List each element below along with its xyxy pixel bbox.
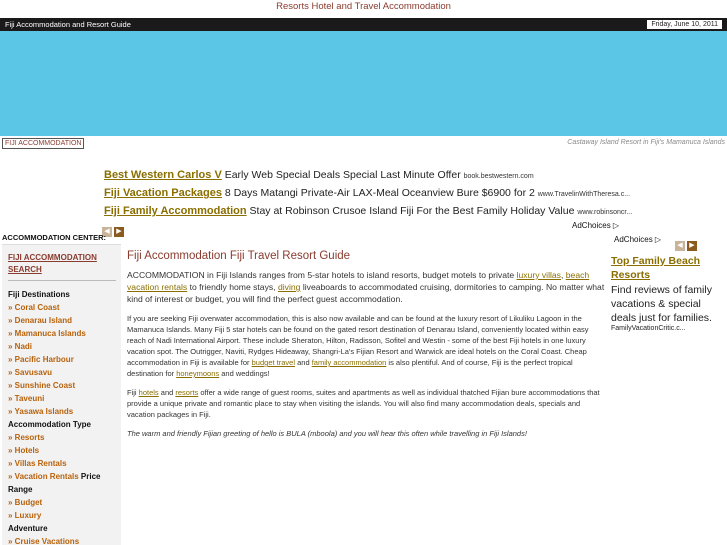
text: ,	[560, 270, 566, 280]
nav-item-label: Hotels	[14, 446, 40, 455]
fiji-accommodation-search-link[interactable]: FIJI ACCOMMODATION SEARCH	[8, 253, 97, 274]
ad-line	[104, 202, 633, 220]
nav-item-denarau-island[interactable]	[8, 314, 120, 327]
nav-item-label: Vacation Rentals	[14, 472, 79, 481]
divider	[8, 280, 116, 281]
nav-item-label: Nadi	[14, 342, 33, 351]
nav-heading: Fiji Destinations	[8, 290, 70, 299]
luxury-villas-link[interactable]: luxury villas	[516, 270, 561, 280]
text: is also plentiful. And of course, Fiji is the perfect tropical destination for	[127, 358, 573, 378]
breadcrumb-fiji-accommodation[interactable]: FIJI ACCOMMODATION	[2, 138, 84, 149]
banner-caption: Castaway Island Resort in Fiji's Mamanuca Islands	[567, 139, 725, 146]
nav-item-label: Villas Rentals	[14, 459, 67, 468]
bullet-icon: »	[8, 407, 15, 416]
nav-item-vacation-rentals[interactable]	[8, 470, 120, 483]
date-label: Friday, June 10, 2011	[647, 20, 722, 29]
right-ad-text: Find reviews of family vacations & special deals just for families.	[611, 284, 712, 324]
nav-item-label: Taveuni	[14, 394, 45, 403]
diving-link[interactable]: diving	[277, 282, 301, 292]
text: and weddings!	[219, 369, 270, 378]
ad-title-link[interactable]: Fiji Vacation Packages	[104, 187, 223, 199]
adchoices-link[interactable]	[572, 221, 619, 230]
ad-links-block	[104, 166, 633, 220]
nav-heading: Adventure	[8, 524, 48, 533]
text: ACCOMMODATION in Fiji Islands ranges from 5-star hotels to island resorts, budget motels to private	[127, 270, 517, 280]
text: liveaboards to accommodated cruising, dormitories to camping. No matter what kind of interest or budget, you will find the perfect guest accommodation.	[127, 282, 605, 304]
bullet-icon: »	[8, 368, 15, 377]
nav-item-savusavu[interactable]	[8, 366, 120, 379]
nav-item-label: Denarau Island	[14, 316, 73, 325]
site-title: Resorts Hotel and Travel Accommodation	[276, 1, 451, 12]
nav-item-villas-rentals[interactable]	[8, 457, 120, 470]
budget-travel-link[interactable]: budget travel	[251, 358, 296, 367]
nav-item-label: Mamanuca Islands	[14, 329, 86, 338]
play-triangle-icon: ▷	[654, 235, 662, 244]
sub-bar	[0, 137, 727, 150]
text: If you are seeking Fiji overwater accommodation, this is also now available and can be found at the luxury resort of Likuliku Lagoon in the Mamanuca Islands. Many Fiji 5 star hotels can be found on the gated resort destination of Denarau Island, conveniently located within easy reach of Nadi International Airport. These include Sheraton, Hilton, Radisson, Sofitel and Westin - some of the best Fiji hotels in one luxury vacation spot. The Outrigger, Naviti, Rydges Hideaway, Shangri-La's Fijian Resort and Warwick are ideal hotels on the Coral Coast. Cheap accommodation in Fiji is available for	[127, 314, 589, 367]
ad-url[interactable]: www.robinsoncr...	[577, 209, 633, 216]
bullet-icon: »	[8, 472, 15, 481]
family-accommodation-link[interactable]: family accommodation	[311, 358, 387, 367]
bullet-icon: »	[8, 355, 15, 364]
ad-text: 8 Days Matangi Private-Air LAX-Meal Oceanview Bure $6900 for 2	[222, 187, 538, 199]
nav-item-mamanuca-islands[interactable]	[8, 327, 120, 340]
right-ad-url[interactable]: FamilyVacationCritic.c...	[611, 325, 686, 332]
nav-item-label: Budget	[14, 498, 43, 507]
nav-item-luxury[interactable]	[8, 509, 120, 522]
nav-item-hotels[interactable]	[8, 444, 120, 457]
left-panel	[2, 244, 121, 545]
nav-item-label: Sunshine Coast	[14, 381, 76, 390]
nav-item-label: Resorts	[14, 433, 45, 442]
nav-item-coral-coast[interactable]	[8, 301, 120, 314]
bullet-icon: »	[8, 498, 15, 507]
nav-heading-suffix: Price	[78, 472, 101, 481]
bullet-icon: »	[8, 381, 15, 390]
chevron-right-icon[interactable]: ▶	[114, 227, 124, 237]
main-content	[127, 250, 605, 447]
ad-url[interactable]: book.bestwestern.com	[463, 173, 534, 180]
right-ad	[611, 254, 721, 332]
bullet-icon: »	[8, 342, 15, 351]
page-title: Fiji Accommodation Fiji Travel Resort Guide	[127, 250, 351, 262]
nav-item-budget[interactable]	[8, 496, 120, 509]
topbar-title: Fiji Accommodation and Resort Guide	[5, 20, 131, 29]
nav-item-resorts[interactable]	[8, 431, 120, 444]
adchoices-label: AdChoices	[614, 235, 653, 244]
text: and	[158, 388, 176, 397]
ad-text: Early Web Special Deals Special Last Minute Offer	[221, 169, 464, 181]
ad-url[interactable]: www.TravelinWithTheresa.c...	[537, 191, 631, 198]
bullet-icon: »	[8, 537, 15, 545]
right-ad-title-link[interactable]: Top Family Beach Resorts	[611, 255, 701, 281]
hotels-link[interactable]: hotels	[138, 388, 159, 397]
ad-line	[104, 166, 624, 184]
nav-item-pacific-harbour[interactable]	[8, 353, 120, 366]
bullet-icon: »	[8, 329, 15, 338]
beach-vacation-rentals-link[interactable]: beach vacation rentals	[127, 270, 590, 292]
bullet-icon: »	[8, 303, 15, 312]
paragraph-bula: The warm and friendly Fijian greeting of hello is BULA (mboola) and you will hear this often while travelling in Fiji Islands!	[127, 429, 527, 438]
left-nav-list	[8, 288, 120, 545]
paragraph-hotels	[127, 387, 605, 420]
nav-item-cruise-vacations[interactable]	[8, 535, 120, 545]
nav-item-label: Cruise Vacations	[14, 537, 80, 545]
chevron-left-icon[interactable]: ◀	[102, 227, 112, 237]
bullet-icon: »	[8, 316, 15, 325]
resorts-link[interactable]: resorts	[175, 388, 199, 397]
nav-item-label: Yasawa Islands	[14, 407, 74, 416]
accommodation-center-label: ACCOMMODATION CENTER:	[2, 233, 107, 242]
nav-heading: Accommodation Type	[8, 420, 91, 429]
left-sidebar	[0, 233, 121, 545]
intro-paragraph	[127, 269, 605, 305]
honeymoons-link[interactable]: honeymoons	[176, 369, 220, 378]
ad-title-link[interactable]: Best Western Carlos V	[104, 169, 222, 181]
bullet-icon: »	[8, 459, 15, 468]
paragraph-overwater	[127, 313, 605, 379]
adchoices-label: AdChoices	[572, 221, 611, 230]
nav-item-label: Savusavu	[14, 368, 53, 377]
header-banner	[0, 31, 727, 136]
play-triangle-icon: ▷	[612, 221, 620, 230]
nav-item-yasawa-islands[interactable]	[8, 405, 120, 418]
bullet-icon: »	[8, 433, 15, 442]
bullet-icon: »	[8, 394, 15, 403]
nav-item-nadi[interactable]	[8, 340, 120, 353]
nav-item-label: Luxury	[14, 511, 42, 520]
top-bar	[0, 18, 727, 31]
nav-item-label: Coral Coast	[14, 303, 60, 312]
ad-line	[104, 184, 631, 202]
ad-title-link[interactable]: Fiji Family Accommodation	[104, 205, 247, 217]
nav-item-sunshine-coast[interactable]	[8, 379, 120, 392]
bullet-icon: »	[8, 446, 15, 455]
nav-heading: Range	[8, 485, 33, 494]
chevron-right-icon[interactable]: ▶	[687, 241, 697, 251]
ad-text: Stay at Robinson Crusoe Island Fiji For the Best Family Holiday Value	[246, 205, 578, 217]
right-ad-nav	[675, 234, 699, 252]
nav-item-taveuni[interactable]	[8, 392, 120, 405]
text: offer a wide range of guest rooms, suites and apartments as well as individual thatched Fijian bure accommodations that provide a unique private and romantic place to stay when visiting the islands. You will also find many accommodation deals, specials and vacation packages in Fiji.	[127, 388, 600, 419]
bullet-icon: »	[8, 511, 15, 520]
text: to friendly home stays,	[187, 282, 278, 292]
adchoices-link[interactable]	[614, 235, 661, 244]
nav-item-label: Pacific Harbour	[14, 355, 74, 364]
text: Fiji	[127, 388, 139, 397]
text: and	[295, 358, 312, 367]
chevron-left-icon[interactable]: ◀	[675, 241, 685, 251]
